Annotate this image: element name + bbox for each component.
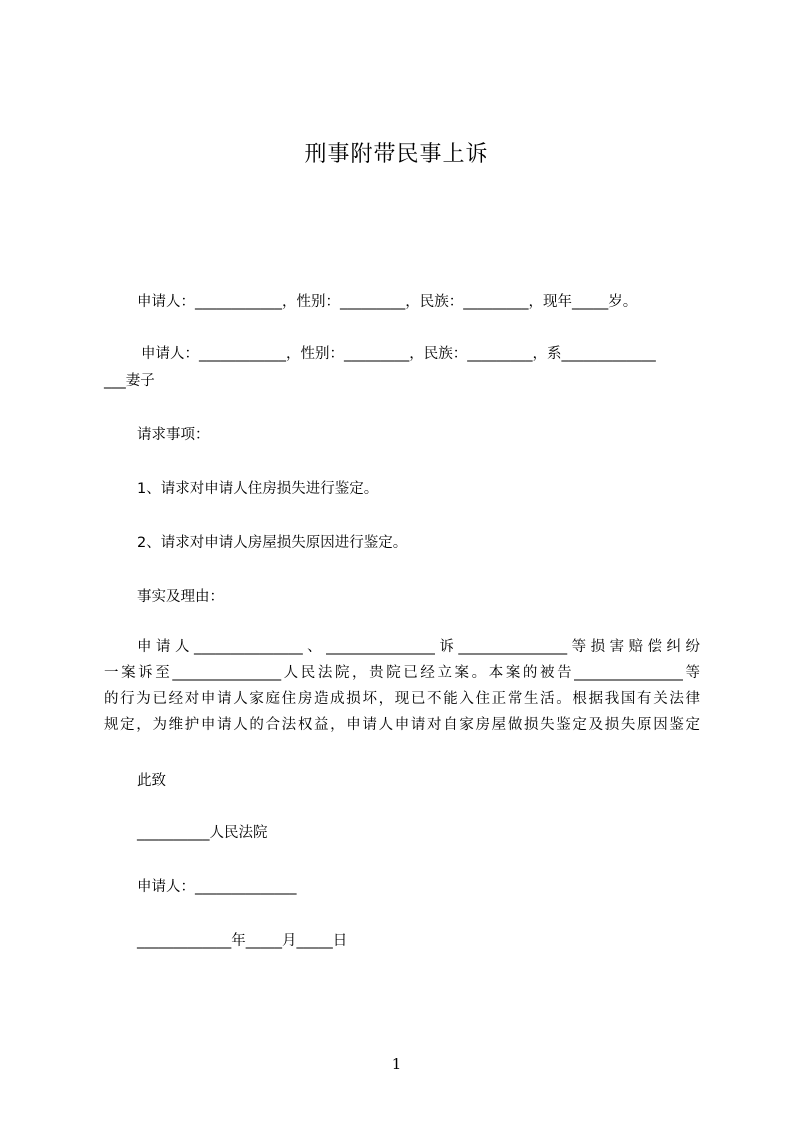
facts-paragraph-row: 规定，为维护申请人的合法权益，申请人申请对自家房屋做损失鉴定及损失原因鉴定 (104, 717, 700, 733)
court-line: __________人民法院 (137, 825, 268, 841)
applicant-line-2: 申请人：____________，性别：_________，民族：_________，系_____________ (141, 346, 656, 362)
facts-paragraph (104, 634, 700, 738)
signature-line: 申请人：______________ (137, 879, 297, 895)
request-item-2: 2、请求对申请人房屋损失原因进行鉴定。 (137, 535, 408, 551)
facts-heading: 事实及理由： (137, 589, 224, 605)
facts-paragraph-row: 一案诉至_______________人民法院，贵院已经立案。本案的被告_______________等 (104, 665, 700, 681)
request-item-1: 1、请求对申请人住房损失进行鉴定。 (137, 481, 379, 497)
requests-heading: 请求事项： (137, 427, 210, 443)
facts-paragraph-row: 的行为已经对申请人家庭住房造成损坏，现已不能入住正常生活。根据我国有关法律 (104, 691, 700, 707)
date-line: _____________年_____月_____日 (137, 933, 348, 949)
facts-paragraph-row: 申请人_______________、_______________诉_______________等损害赔偿纠纷 (137, 639, 700, 655)
applicant-line-2-continued: ___妻子 (104, 373, 155, 389)
page-number: 1 (391, 1055, 402, 1073)
document-title: 刑事附带民事上诉 (304, 142, 489, 167)
applicant-line-1: 申请人：____________，性别：_________，民族：_________，现年_____岁。 (137, 294, 638, 310)
closing-text: 此致 (137, 773, 166, 789)
